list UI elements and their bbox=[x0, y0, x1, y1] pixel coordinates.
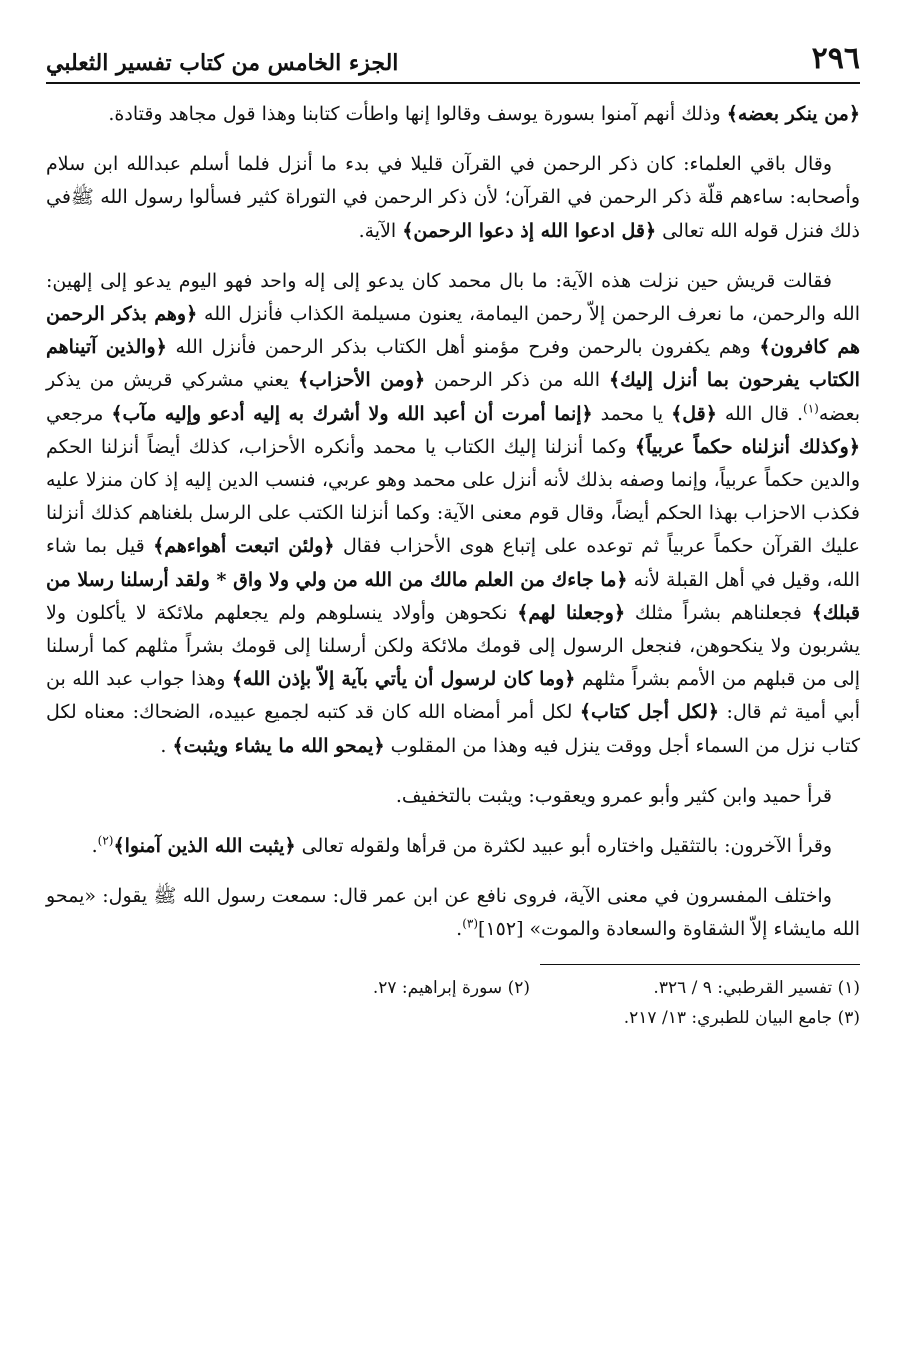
quranic-quote: ﴿يثبت الله الذين آمنوا﴾ bbox=[113, 835, 296, 858]
page-header bbox=[46, 28, 860, 74]
paragraph-1 bbox=[46, 98, 860, 131]
footnote-line bbox=[46, 1003, 860, 1033]
text-run: الله من ذكر الرحمن bbox=[425, 369, 609, 392]
quranic-quote: ﴿إنما أمرت أن أعبد الله ولا أشرك به إليه أدعو وإليه مآب﴾ bbox=[111, 402, 593, 425]
text-run: . bbox=[160, 734, 173, 757]
text-run: مرجعي bbox=[46, 402, 112, 425]
quranic-quote: ﴿وما كان لرسول أن يأتي بآية إلاّ بإذن الله﴾ bbox=[231, 668, 576, 691]
quranic-quote: ﴿ما جاءك من العلم مالك من الله من ولي ولا واق * ولقد أرسلنا رسلا من قبلك﴾ bbox=[46, 568, 860, 624]
text-run: فقالت قريش حين نزلت هذه الآية: ما بال محمد كان يدعو إلى إله واحد فهو اليوم يدعو إلى إلهين: الله والرحمن، ما نعرف الرحمن إلاّ رحمن اليمامة، يعنون مسيلمة الكذاب فأنزل الله bbox=[46, 269, 860, 326]
quranic-quote: ﴿قل ادعوا الله إذ دعوا الرحمن﴾ bbox=[402, 219, 657, 242]
paragraph-2 bbox=[46, 148, 860, 248]
header-rule bbox=[46, 82, 860, 84]
text-run: وهم يكفرون بالرحمن وفرح مؤمنو أهل الكتاب بذكر الرحمن فأنزل الله bbox=[166, 336, 760, 359]
paragraph-3 bbox=[46, 265, 860, 763]
text-run: وهذا جواب عبد الله بن أبي أمية ثم قال: bbox=[46, 668, 860, 724]
text-run: الآية. bbox=[358, 219, 403, 242]
text-run: قيل بما شاء الله، وقيل في أهل القبلة لأنه bbox=[46, 535, 860, 591]
quranic-quote: ﴿وجعلنا لهم﴾ bbox=[517, 601, 626, 624]
footnote-rule bbox=[540, 964, 860, 965]
quranic-quote: ﴿من ينكر بعضه﴾ bbox=[726, 103, 860, 125]
text-run: وقرأ الآخرون: بالتثقيل واختاره أبو عبيد لكثرة من قرأها ولقوله تعالى bbox=[295, 835, 832, 858]
text-run: قرأ حميد وابن كثير وأبو عمرو ويعقوب: ويثبت بالتخفيف. bbox=[395, 784, 832, 807]
quranic-quote: ﴿وكذلك أنزلناه حكماً عربياً﴾ bbox=[634, 435, 860, 458]
footnote-ref-1: (١) bbox=[803, 401, 819, 416]
quranic-quote: ﴿قل﴾ bbox=[671, 402, 717, 425]
footnote-mark: (٣) bbox=[837, 1007, 860, 1028]
footnote-2 bbox=[200, 973, 530, 1003]
quranic-quote: ﴿والذين آتيناهم الكتاب يفرحون بما أنزل إليك﴾ bbox=[46, 336, 860, 392]
footnote-mark: (١) bbox=[837, 977, 860, 998]
text-run: لكل أمر أمضاه الله كان قد كتبه لجميع عبيده، الضحاك: معناه لكل كتاب نزل من السماء أجل ووقت ينزل فيه وهذا من المقلوب bbox=[46, 701, 860, 757]
text-run: يعني مشركي قريش من يذكر بعضه bbox=[46, 369, 860, 425]
footnote-text: جامع البيان للطبري: ١٣/ ٢١٧. bbox=[623, 1007, 833, 1028]
text-run: . bbox=[456, 918, 463, 941]
page-body bbox=[46, 98, 860, 947]
text-run: . bbox=[91, 835, 98, 858]
quranic-quote: ﴿وهم بذكر الرحمن هم كافرون﴾ bbox=[46, 303, 860, 359]
footnote-ref-3: (٣) bbox=[462, 917, 479, 932]
footnote-mark: (٢) bbox=[507, 977, 530, 998]
page-number: ٢٩٦ bbox=[811, 41, 860, 76]
paragraph-6 bbox=[46, 880, 860, 946]
footnote-3 bbox=[530, 1003, 860, 1033]
text-run: فجعلناهم بشراً مثلك bbox=[625, 601, 812, 624]
footnotes bbox=[46, 973, 860, 1033]
footnote-text: سورة إبراهيم: ٢٧. bbox=[372, 977, 503, 998]
paragraph-4 bbox=[46, 780, 860, 813]
text-run: وقال باقي العلماء: كان ذكر الرحمن في القرآن قليلا في بدء ما أنزل فلما أسلم عبدالله ابن سلام وأصحابه: ساءهم قلّة ذكر الرحمن في القرآن؛ لأن ذكر الرحمن في التوراة كثير فسألوا رسول الله ﷺفي ذلك فنزل قوله الله تعالى bbox=[46, 153, 860, 242]
text-run: يا محمد bbox=[592, 402, 672, 425]
text-run: واختلف المفسرون في معنى الآية، فروى نافع عن ابن عمر قال: سمعت رسول الله ﷺ يقول: «يمحو الله مايشاء إلاّ الشقاوة والسعادة والموت» [١٥٢] bbox=[46, 885, 860, 941]
text-run: وذلك أنهم آمنوا بسورة يوسف وقالوا إنها واطأت كتابنا وهذا قول مجاهد وقتادة. bbox=[108, 103, 727, 125]
running-title: الجزء الخامس من كتاب تفسير الثعلبي bbox=[46, 50, 399, 76]
text-run: وكما أنزلنا إليك الكتاب يا محمد وأنكره الأحزاب، كذلك أيضاً أنزلنا الحكم والدين حكماً عربياً، وإنما وصفه بذلك لأنه أنزل على محمد وهو عربي، فنسب الدين إليه إذ كان منزلا عليه فكذب الاحزاب بهذا الحكم أيضاً، وقال قوم معنى الآية: وكما أنزلنا الكتب على الرسل بلغناهم كذلك أنزلنا عليك القرآن حكماً عربياً ثم توعده على إتباع هوى الأحزاب فقال bbox=[46, 435, 860, 558]
quranic-quote: ﴿لكل أجل كتاب﴾ bbox=[579, 701, 719, 724]
footnote-1 bbox=[530, 973, 860, 1003]
paragraph-5 bbox=[46, 830, 860, 863]
text-run: . قال الله bbox=[716, 402, 804, 425]
quranic-quote: ﴿ومن الأحزاب﴾ bbox=[297, 369, 426, 392]
quranic-quote: ﴿يمحو الله ما يشاء ويثبت﴾ bbox=[172, 734, 385, 757]
footnote-text: تفسير القرطبي: ٩ / ٣٢٦. bbox=[653, 977, 833, 998]
quranic-quote: ﴿ولئن اتبعت أهواءهم﴾ bbox=[153, 535, 335, 558]
footnote-ref-2: (٢) bbox=[97, 833, 114, 848]
text-run: نكحوهن وأولاد ينسلوهم ولم يجعلهم ملائكة لا يأكلون ولا يشربون ولا ينكحوهن، فنجعل الرسول إلى قومك ملائكة ولكن أرسلنا إلى قومك بشراً مثلهم كما أرسلنا إلى من قبلهم من الأمم بشراً مثلهم bbox=[46, 601, 860, 691]
footnote-line bbox=[46, 973, 860, 1003]
